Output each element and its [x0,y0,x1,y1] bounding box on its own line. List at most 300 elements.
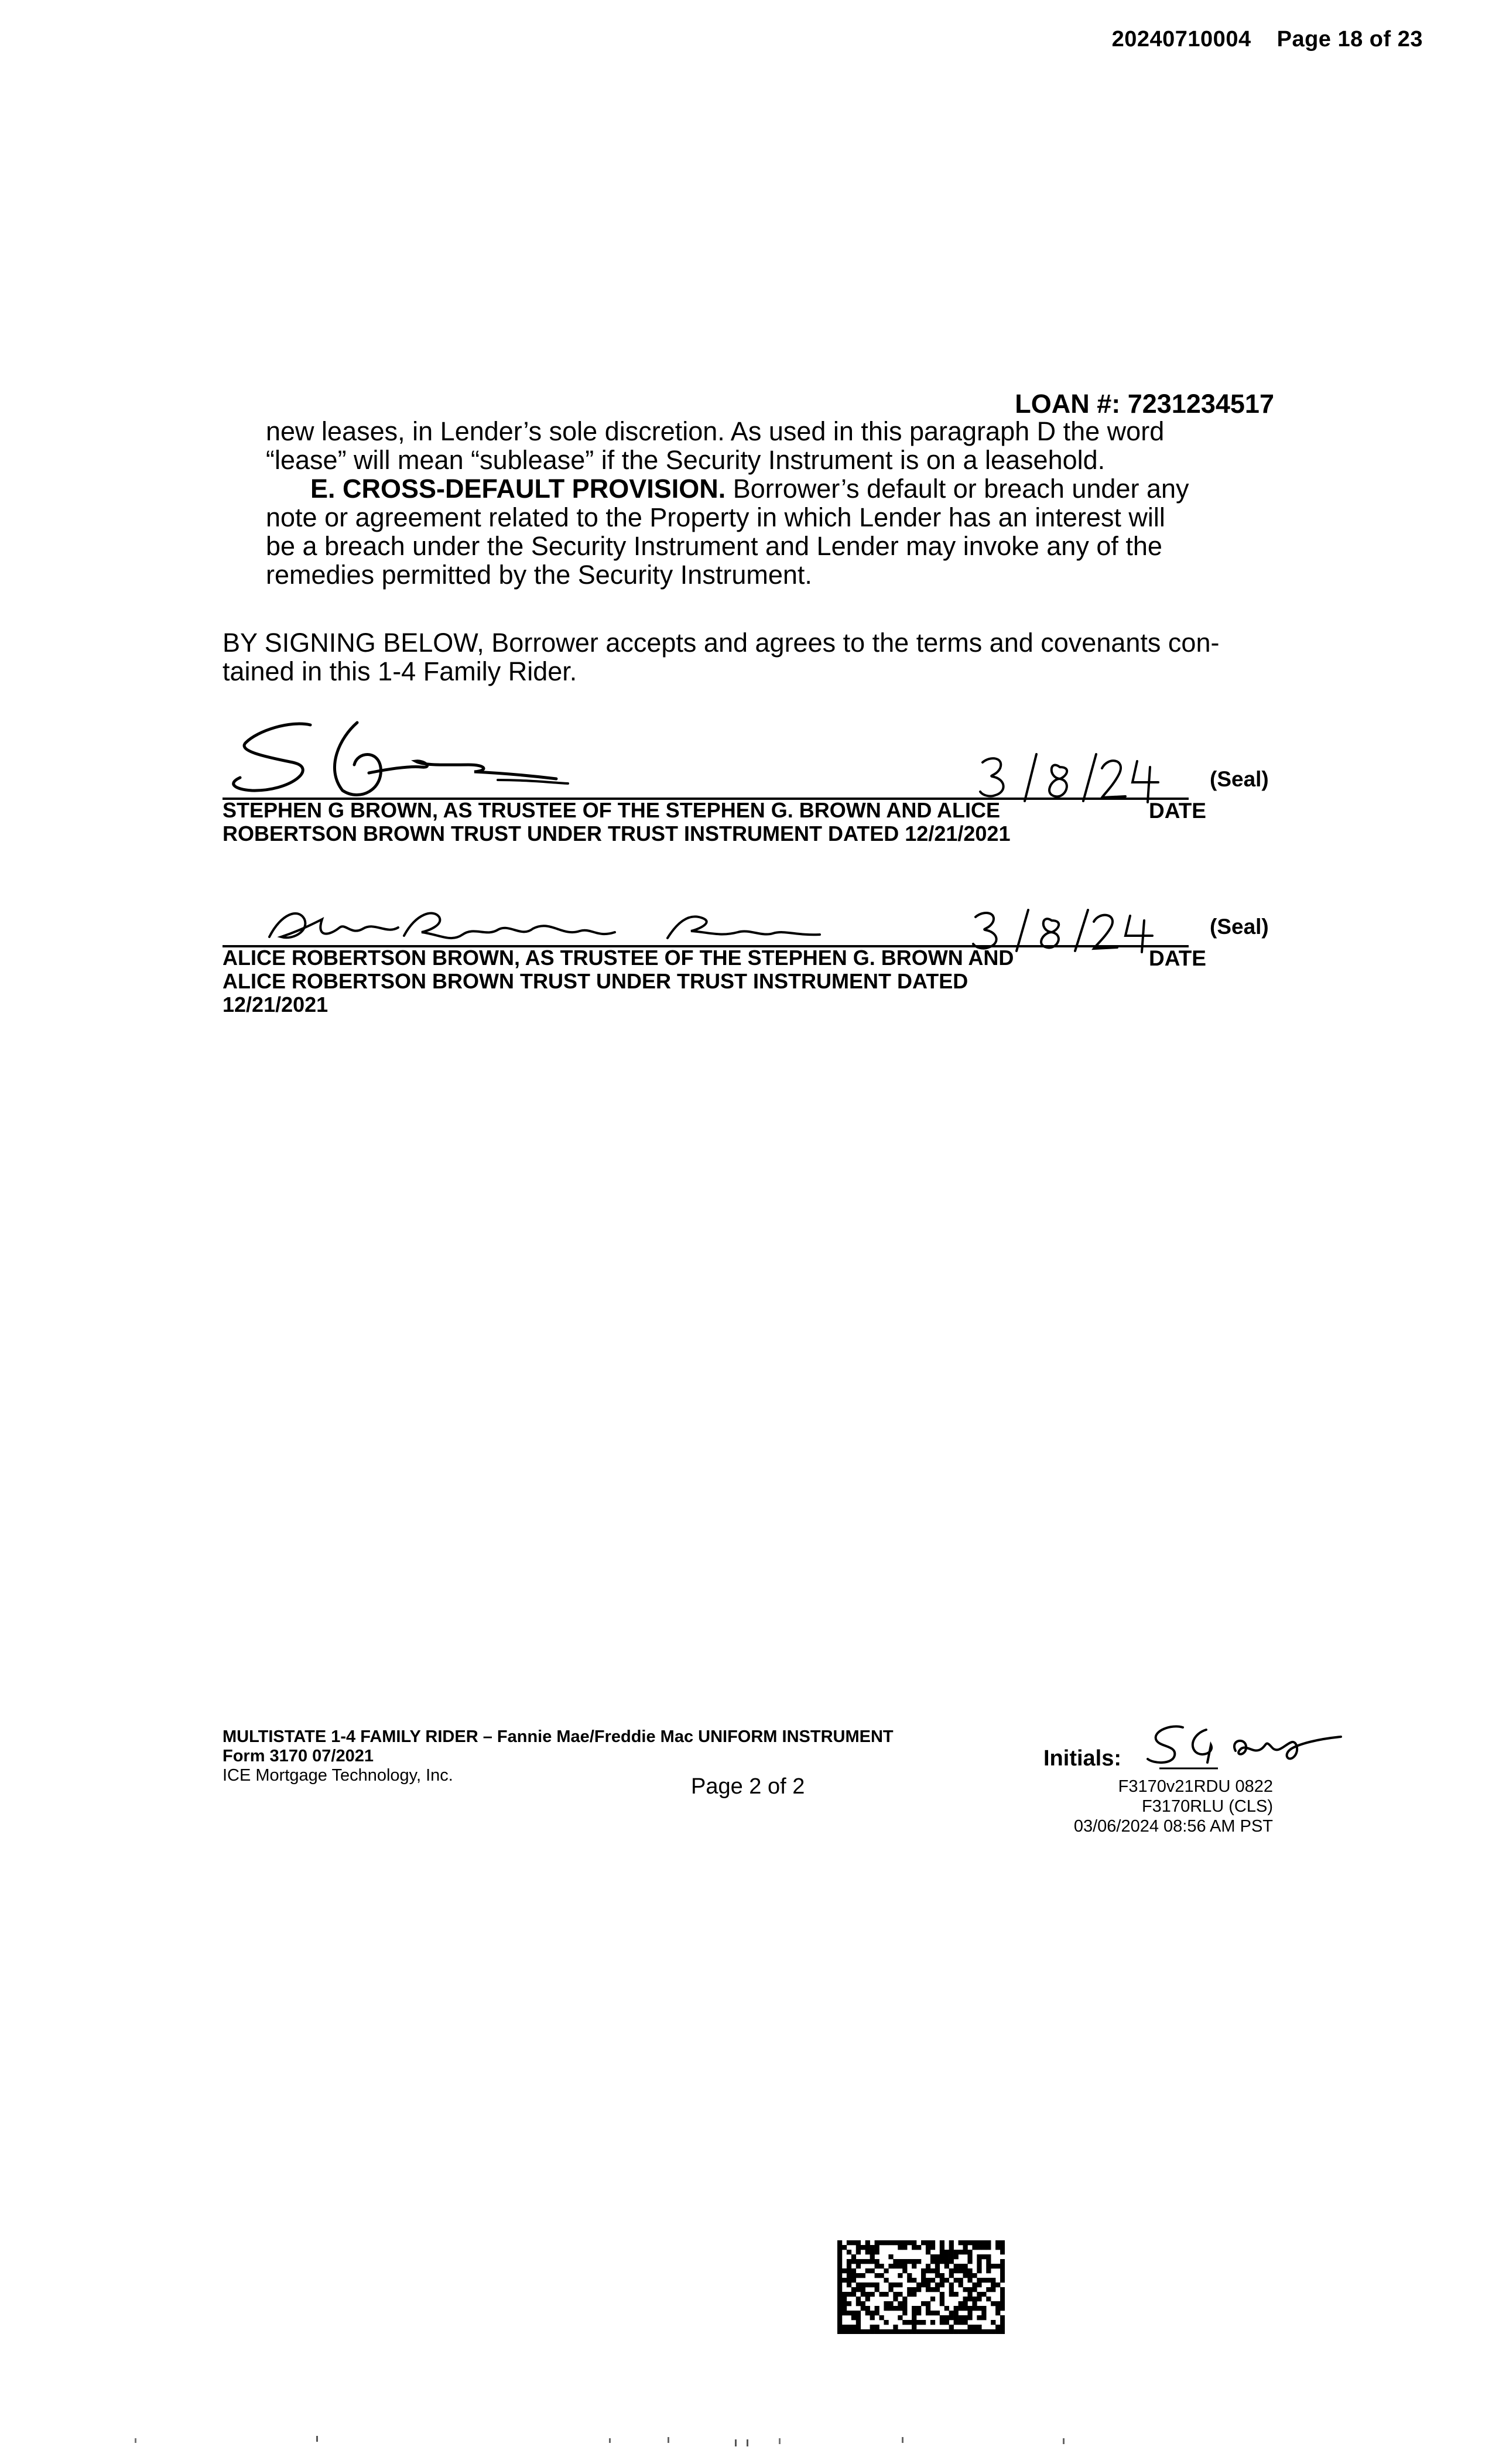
barcode-module [916,2259,921,2264]
barcode-module [930,2254,935,2259]
barcode-module [967,2278,972,2282]
barcode-module [981,2306,986,2311]
barcode-module [888,2264,893,2268]
barcode-module [907,2329,912,2334]
barcode-module [837,2282,842,2287]
barcode-module [884,2240,888,2245]
section-e-heading: E. CROSS-DEFAULT PROVISION. [310,474,726,504]
barcode-module [926,2264,930,2268]
barcode-2d [837,2240,1005,2334]
barcode-module [1000,2264,1005,2268]
barcode-module [847,2278,851,2282]
barcode-module [916,2329,921,2334]
barcode-module [861,2292,865,2297]
barcode-module [977,2329,981,2334]
barcode-module [861,2301,865,2306]
text-line: note or agreement related to the Property in which Lender has an interest will [266,502,1165,532]
barcode-module [902,2245,907,2250]
barcode-module [935,2287,940,2292]
text-line: new leases, in Lender’s sole discretion. As used in this paragraph D the word [266,416,1165,446]
barcode-module [847,2301,851,2306]
barcode-module [870,2292,875,2297]
barcode-module [967,2287,972,2292]
barcode-module [972,2329,977,2334]
barcode-module [967,2273,972,2278]
barcode-module [842,2268,847,2273]
barcode-module [930,2311,935,2315]
barcode-module [981,2278,986,2282]
barcode-module [995,2311,1000,2315]
barcode-module [856,2311,861,2315]
barcode-module [995,2240,1000,2245]
barcode-module [851,2240,856,2245]
barcode-module [865,2250,870,2254]
barcode-module [851,2311,856,2315]
barcode-module [837,2292,842,2297]
barcode-module [940,2297,944,2301]
text-line: BY SIGNING BELOW, Borrower accepts and agrees to the terms and covenants con- [223,628,1220,658]
barcode-module [986,2264,991,2268]
barcode-module [940,2320,944,2325]
barcode-module [837,2245,842,2250]
signer-caption-2 [223,946,1014,1017]
barcode-module [967,2297,972,2301]
barcode-module [967,2325,972,2329]
barcode-module [995,2329,1000,2334]
barcode-module [856,2264,861,2268]
barcode-module [972,2282,977,2287]
barcode-module [981,2329,986,2334]
barcode-module [847,2273,851,2278]
barcode-module [865,2311,870,2315]
barcode-module [949,2240,954,2245]
barcode-module [959,2306,963,2311]
barcode-module [907,2273,912,2278]
barcode-module [870,2268,875,2273]
barcode-module [926,2240,930,2245]
barcode-module [837,2264,842,2268]
barcode-module [935,2282,940,2287]
barcode-module [902,2301,907,2306]
text-line: “lease” will mean “sublease” if the Security Instrument is on a leasehold. [266,445,1106,475]
barcode-module [977,2264,981,2268]
barcode-module [949,2273,954,2278]
barcode-module [865,2268,870,2273]
barcode-module [959,2240,963,2245]
barcode-module [1000,2278,1005,2282]
barcode-module [898,2245,902,2250]
barcode-module [865,2292,870,2297]
barcode-module [991,2301,995,2306]
barcode-module [963,2250,968,2254]
barcode-module [837,2250,842,2254]
barcode-module [940,2273,944,2278]
barcode-module [856,2250,861,2254]
barcode-module [944,2259,949,2264]
barcode-module [856,2320,861,2325]
barcode-module [837,2254,842,2259]
barcode-module [837,2287,842,2292]
text-line: tained in this 1-4 Family Rider. [223,656,577,686]
barcode-module [842,2301,847,2306]
barcode-module [851,2292,856,2297]
caption-line: 12/21/2021 [223,993,328,1017]
barcode-module [949,2254,954,2259]
barcode-module [856,2282,861,2287]
barcode-module [954,2306,959,2311]
barcode-module [879,2264,884,2268]
barcode-module [954,2264,959,2268]
caption-line: ALICE ROBERTSON BROWN TRUST UNDER TRUST INSTRUMENT DATED [223,969,968,993]
barcode-module [959,2315,963,2320]
barcode-module [977,2315,981,2320]
barcode-module [921,2273,926,2278]
barcode-module [949,2329,954,2334]
barcode-module [959,2268,963,2273]
barcode-module [847,2264,851,2268]
barcode-module [926,2245,930,2250]
barcode-module [888,2240,893,2245]
initials-label: Initials: [1043,1746,1122,1771]
barcode-module [991,2264,995,2268]
footer-title: MULTISTATE 1-4 FAMILY RIDER – Fannie Mae/Freddie Mac UNIFORM INSTRUMENT [223,1727,894,1746]
barcode-module [912,2325,916,2329]
barcode-module [1000,2287,1005,2292]
footer-company: ICE Mortgage Technology, Inc. [223,1766,453,1785]
barcode-module [902,2268,907,2273]
barcode-module [930,2268,935,2273]
barcode-module [944,2315,949,2320]
barcode-module [875,2250,879,2254]
barcode-module [926,2268,930,2273]
barcode-module [935,2259,940,2264]
barcode-module [912,2245,916,2250]
barcode-module [893,2264,898,2268]
barcode-module [940,2292,944,2297]
barcode-module [949,2325,954,2329]
barcode-module [995,2282,1000,2287]
barcode-module [875,2264,879,2268]
barcode-module [959,2264,963,2268]
barcode-module [837,2311,842,2315]
barcode-module [940,2245,944,2250]
barcode-module [940,2315,944,2320]
barcode-module [940,2282,944,2287]
barcode-module [907,2259,912,2264]
barcode-module [967,2311,972,2315]
footer-form-number: Form 3170 07/2021 [223,1747,374,1765]
barcode-module [912,2240,916,2245]
barcode-module [954,2268,959,2273]
barcode-module [986,2268,991,2273]
barcode-module [977,2240,981,2245]
barcode-module [898,2292,902,2297]
barcode-module [940,2250,944,2254]
barcode-module [856,2315,861,2320]
barcode-module [935,2268,940,2273]
barcode-module [1000,2320,1005,2325]
barcode-module [902,2259,907,2264]
barcode-module [995,2306,1000,2311]
barcode-module [944,2264,949,2268]
barcode-module [916,2306,921,2311]
form-code-1: F3170v21RDU 0822 [1118,1777,1273,1796]
barcode-module [977,2282,981,2287]
barcode-module [963,2329,968,2334]
barcode-module [921,2329,926,2334]
barcode-module [991,2329,995,2334]
barcode-module [898,2315,902,2320]
barcode-module [1000,2297,1005,2301]
date-label-1: DATE [1149,799,1206,823]
barcode-module [842,2297,847,2301]
barcode-module [944,2329,949,2334]
barcode-module [861,2245,865,2250]
rider-paragraph-d-end [266,417,1285,474]
barcode-module [875,2240,879,2245]
barcode-module [893,2259,898,2264]
barcode-module [893,2329,898,2334]
barcode-module [893,2292,898,2297]
form-timestamp: 03/06/2024 08:56 AM PST [1073,1817,1273,1836]
barcode-module [902,2329,907,2334]
text-line [266,474,1285,503]
barcode-module [875,2329,879,2334]
barcode-module [977,2325,981,2329]
barcode-module [847,2311,851,2315]
caption-line: ALICE ROBERTSON BROWN, AS TRUSTEE OF THE STEPHEN G. BROWN AND [223,946,1014,970]
barcode-module [837,2320,842,2325]
barcode-module [944,2320,949,2325]
barcode-module [888,2254,893,2259]
text-line: remedies permitted by the Security Instrument. [266,560,812,590]
barcode-module [935,2311,940,2315]
barcode-module [898,2306,902,2311]
barcode-module [1000,2306,1005,2311]
barcode-module [954,2329,959,2334]
barcode-module [935,2264,940,2268]
barcode-module [898,2329,902,2334]
barcode-module [972,2287,977,2292]
barcode-module [986,2259,991,2264]
barcode-module [898,2282,902,2287]
barcode-module [967,2315,972,2320]
barcode-module [963,2273,968,2278]
barcode-module [921,2278,926,2282]
barcode-module [893,2240,898,2245]
barcode-module [912,2306,916,2311]
barcode-module [1000,2315,1005,2320]
barcode-module [861,2282,865,2287]
barcode-module [926,2306,930,2311]
signing-statement [223,628,1288,686]
barcode-module [981,2311,986,2315]
footer-form-codes [1074,1777,1273,1836]
barcode-module [902,2240,907,2245]
barcode-module [1000,2250,1005,2254]
barcode-module [870,2311,875,2315]
barcode-module [898,2259,902,2264]
barcode-module [837,2297,842,2301]
barcode-module [861,2287,865,2292]
barcode-module [837,2325,842,2329]
barcode-module [949,2259,954,2264]
barcode-module [991,2320,995,2325]
rider-paragraph-e [266,474,1285,589]
barcode-module [879,2315,884,2320]
barcode-module [851,2325,856,2329]
barcode-module [851,2287,856,2292]
barcode-module [1000,2240,1005,2245]
barcode-module [865,2306,870,2311]
barcode-module [949,2311,954,2315]
barcode-module [851,2268,856,2273]
barcode-module [856,2287,861,2292]
barcode-module [842,2245,847,2250]
barcode-module [921,2282,926,2287]
barcode-module [856,2297,861,2301]
barcode-module [926,2301,930,2306]
barcode-module [851,2259,856,2264]
barcode-module [1000,2245,1005,2250]
signature-alice-robertson-brown [258,902,843,949]
barcode-module [949,2282,954,2287]
barcode-module [847,2292,851,2297]
barcode-module [977,2292,981,2297]
barcode-module [861,2329,865,2334]
barcode-module [879,2329,884,2334]
barcode-module [940,2254,944,2259]
barcode-module [856,2240,861,2245]
barcode-module [861,2259,865,2264]
barcode-module [986,2297,991,2301]
text-line: be a breach under the Security Instrument and Lender may invoke any of the [266,531,1162,561]
barcode-module [842,2292,847,2297]
barcode-module [926,2311,930,2315]
barcode-module [875,2273,879,2278]
barcode-module [959,2329,963,2334]
seal-label-1: (Seal) [1210,767,1269,791]
barcode-module [986,2329,991,2334]
barcode-module [870,2245,875,2250]
barcode-module [959,2282,963,2287]
barcode-module [977,2245,981,2250]
barcode-module [991,2282,995,2287]
barcode-module [856,2329,861,2334]
barcode-module [865,2297,870,2301]
barcode-module [865,2245,870,2250]
barcode-module [847,2268,851,2273]
barcode-module [940,2301,944,2306]
barcode-module [949,2268,954,2273]
barcode-module [930,2320,935,2325]
form-code-2: F3170RLU (CLS) [1141,1797,1273,1816]
barcode-module [981,2254,986,2259]
barcode-module [959,2250,963,2254]
barcode-module [888,2287,893,2292]
barcode-module [893,2306,898,2311]
barcode-module [875,2282,879,2287]
barcode-module [879,2273,884,2278]
barcode-module [921,2301,926,2306]
barcode-module [902,2311,907,2315]
barcode-module [893,2297,898,2301]
barcode-module [930,2245,935,2250]
barcode-module [888,2301,893,2306]
barcode-module [977,2306,981,2311]
barcode-module [940,2278,944,2282]
barcode-module [851,2273,856,2278]
barcode-module [875,2306,879,2311]
barcode-module [963,2245,968,2250]
barcode-module [930,2297,935,2301]
barcode-module [930,2240,935,2245]
barcode-module [837,2278,842,2282]
barcode-module [935,2254,940,2259]
barcode-module [898,2240,902,2245]
barcode-module [902,2297,907,2301]
barcode-module [851,2278,856,2282]
barcode-module [856,2259,861,2264]
barcode-module [870,2259,875,2264]
barcode-module [977,2259,981,2264]
barcode-module [842,2329,847,2334]
barcode-module [944,2278,949,2282]
barcode-module [851,2315,856,2320]
barcode-module [902,2264,907,2268]
barcode-module [865,2282,870,2287]
barcode-module [959,2320,963,2325]
barcode-module [972,2301,977,2306]
barcode-module [954,2254,959,2259]
barcode-module [837,2268,842,2273]
section-e-text: Borrower’s default or breach under any [725,474,1189,504]
barcode-module [898,2273,902,2278]
barcode-module [856,2325,861,2329]
barcode-module [949,2315,954,2320]
barcode-module [930,2278,935,2282]
barcode-module [912,2259,916,2264]
barcode-module [888,2329,893,2334]
barcode-module [967,2329,972,2334]
barcode-module [847,2325,851,2329]
barcode-module [967,2268,972,2273]
barcode-module [912,2278,916,2282]
barcode-module [940,2259,944,2264]
barcode-module [847,2250,851,2254]
barcode-module [967,2254,972,2259]
barcode-module [972,2245,977,2250]
barcode-module [847,2240,851,2245]
barcode-module [912,2264,916,2268]
barcode-module [954,2292,959,2297]
barcode-module [888,2306,893,2311]
barcode-module [954,2315,959,2320]
barcode-module [921,2240,926,2245]
barcode-module [972,2240,977,2245]
scan-specks [0,2424,1499,2453]
barcode-module [865,2329,870,2334]
barcode-module [907,2278,912,2282]
barcode-module [991,2287,995,2292]
barcode-module [837,2240,842,2245]
barcode-module [916,2287,921,2292]
barcode-module [888,2282,893,2287]
barcode-module [963,2306,968,2311]
barcode-module [875,2287,879,2292]
barcode-module [870,2254,875,2259]
barcode-module [963,2268,968,2273]
